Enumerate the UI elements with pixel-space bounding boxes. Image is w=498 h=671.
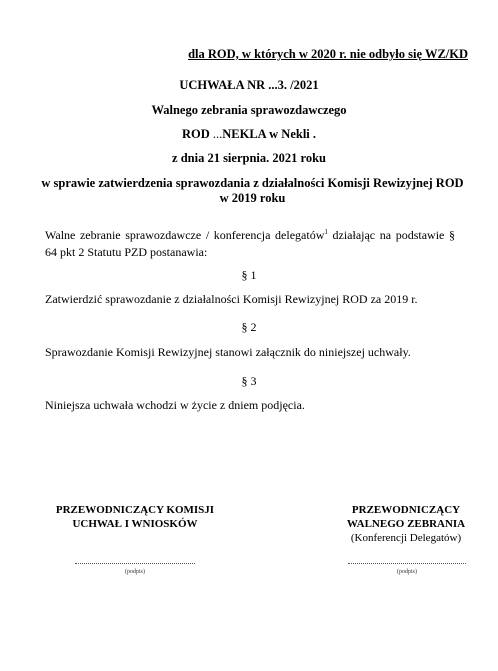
podpis-label-right: (podpis) xyxy=(397,569,417,575)
signature-right-line1: PRZEWODNICZĄCY xyxy=(351,504,461,516)
signature-right-line3: (Konferencji Delegatów) xyxy=(350,532,462,544)
footnote-mark: 1 xyxy=(324,228,328,236)
section-text-2: Sprawozdanie Komisji Rewizyjnej stanowi załącznik do niniejszej uchwały. xyxy=(45,345,411,359)
intro-paragraph xyxy=(45,227,455,261)
resolution-date: z dnia 21 sierpnia. 2021 roku xyxy=(172,151,326,165)
intro-text-after: działając na podstawie § 64 pkt 2 Statutu PZD postanawia: xyxy=(45,228,456,259)
section-text-1: Zatwierdzić sprawozdanie z działalności Komisji Rewizyjnej ROD za 2019 r. xyxy=(45,292,418,306)
rod-name: NEKLA w Nekli . xyxy=(222,127,317,141)
podpis-label-left: (podpis) xyxy=(125,569,145,575)
section-sign-1: § 1 xyxy=(241,268,257,282)
resolution-title: UCHWAŁA NR ...3. /2021 xyxy=(179,78,319,92)
signature-line-left xyxy=(75,563,195,564)
signature-right-line2: WALNEGO ZEBRANIA xyxy=(346,518,466,530)
signature-left-line2: UCHWAŁ I WNIOSKÓW xyxy=(72,518,198,530)
resolution-rod xyxy=(0,127,498,142)
rod-dots: ... xyxy=(212,127,223,141)
signature-block-left xyxy=(45,503,225,531)
intro-text-before: Walne zebranie sprawozdawcze / konferencja delegatów xyxy=(45,228,325,242)
section-sign-3: § 3 xyxy=(241,374,257,388)
section-text-3: Niniejsza uchwała wchodzi w życie z dniem podjęcia. xyxy=(45,398,305,412)
signature-left-line1: PRZEWODNICZĄCY KOMISJI xyxy=(55,504,215,516)
header-note: dla ROD, w których w 2020 r. nie odbyło się WZ/KD xyxy=(188,47,468,61)
resolution-subject: w sprawie zatwierdzenia sprawozdania z działalności Komisji Rewizyjnej ROD w 2019 roku xyxy=(41,176,464,205)
signature-block-right xyxy=(322,503,490,545)
section-sign-2: § 2 xyxy=(241,320,257,334)
resolution-body-name: Walnego zebrania sprawozdawczego xyxy=(151,103,347,117)
rod-prefix: ROD xyxy=(181,127,213,141)
signature-line-right xyxy=(348,563,466,564)
